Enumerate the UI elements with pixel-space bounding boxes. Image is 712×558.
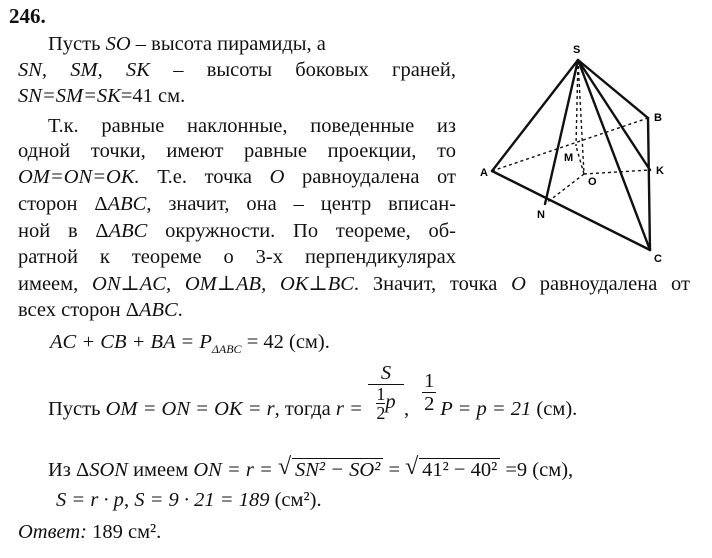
label-O: O xyxy=(588,176,597,188)
text-span: =41 см. xyxy=(120,85,186,107)
text-span: ной в Δ xyxy=(18,220,109,242)
text-span: одной точки, имеют равные проекции, то xyxy=(18,140,456,162)
text-line-2 xyxy=(18,58,456,82)
text-span: окружности. По теореме, об- xyxy=(147,220,456,242)
eq-span: S = 9 · 21 = 189 xyxy=(134,489,270,511)
eq-span: P = p = 21 xyxy=(440,397,532,420)
eq-span: Пусть xyxy=(48,397,106,420)
text-line-6 xyxy=(18,165,456,189)
eq-span: AC + CB + BA = P xyxy=(50,331,212,353)
eq-span: =9 (см), xyxy=(500,459,574,481)
label-S: S xyxy=(573,44,581,56)
edge-BC xyxy=(648,118,650,250)
inner-fraction xyxy=(376,385,385,422)
text-span: OM=ON=OK. xyxy=(18,166,140,188)
text-span: ABC xyxy=(107,193,147,215)
text-line-4 xyxy=(48,114,456,138)
eq-span: , тогда xyxy=(274,397,336,420)
edge-AC xyxy=(492,171,650,250)
fraction-numerator: 1 xyxy=(424,369,435,392)
eq-span: r = xyxy=(335,397,368,420)
text-span: . xyxy=(177,299,183,321)
fraction-one-half xyxy=(422,370,436,415)
answer-value: 189 см². xyxy=(86,521,162,543)
text-span: O xyxy=(269,166,285,188)
text-span: O xyxy=(511,273,526,295)
radical-sign: √ xyxy=(277,454,292,480)
answer-label: Ответ: xyxy=(18,521,87,543)
label-C: C xyxy=(654,253,662,265)
text-span: SN, SM, SK xyxy=(18,59,150,81)
text-span: равноудалена от xyxy=(525,273,690,295)
radicand: SN² − SO² xyxy=(292,458,383,481)
equation-area xyxy=(56,488,322,512)
text-span: ON⊥AC, OM⊥AB, OK⊥BC xyxy=(92,273,354,295)
eq-span: = 42 (см). xyxy=(241,331,330,353)
text-span: имеем, xyxy=(18,273,93,295)
eq-span: S = r · p xyxy=(56,489,124,511)
text-span: ABC xyxy=(138,299,178,321)
text-line-8 xyxy=(18,219,456,243)
problem-number: 246. xyxy=(9,4,46,28)
text-span: Пусть xyxy=(48,33,106,55)
text-span: Т.е. точка xyxy=(139,166,270,188)
eq-span: Из Δ xyxy=(48,459,90,481)
inner-denominator: 2 xyxy=(376,403,386,423)
radical-sign: √ xyxy=(405,454,419,480)
text-line-9 xyxy=(18,245,456,269)
label-N: N xyxy=(537,209,545,221)
eq-span: имеем xyxy=(127,459,194,481)
eq-span: , xyxy=(123,489,135,511)
fraction-denominator xyxy=(368,385,404,422)
text-span: Т.к. равные наклонные, поведенные из xyxy=(48,115,456,137)
label-A: A xyxy=(480,167,488,179)
fraction-s-over-half-p xyxy=(368,362,404,422)
text-span: всех сторон Δ xyxy=(18,299,139,321)
text-span: равноудалена от xyxy=(284,166,456,188)
eq-span: ON = r = xyxy=(193,459,278,481)
eq-subscript: ΔABC xyxy=(211,342,242,356)
inner-numerator: 1 xyxy=(376,384,386,404)
text-line-11 xyxy=(18,298,183,322)
text-span: SN=SM=SK xyxy=(18,85,121,107)
edge-SO-hidden xyxy=(578,60,584,174)
square-root-1 xyxy=(277,454,383,482)
text-span: . Значит, точка xyxy=(353,273,512,295)
radicand: 41² − 40² xyxy=(419,458,500,481)
eq-span: , xyxy=(403,397,410,420)
fraction-numerator: S xyxy=(380,362,392,384)
fraction-denominator: 2 xyxy=(424,392,435,415)
equation-perimeter xyxy=(50,330,330,361)
edge-SM-hidden xyxy=(576,60,578,146)
eq-span: SON xyxy=(89,459,128,481)
equation-on xyxy=(48,454,574,482)
text-span: SO xyxy=(105,33,131,55)
square-root-2 xyxy=(405,454,500,482)
answer-line xyxy=(18,520,161,544)
text-span: – высота пирамиды, а xyxy=(130,33,326,55)
text-span: сторон Δ xyxy=(18,193,108,215)
text-line-7 xyxy=(18,192,456,216)
text-span: , значит, она – центр вписан- xyxy=(146,193,456,215)
label-K: K xyxy=(656,165,664,177)
text-span: ABC xyxy=(108,220,148,242)
text-line-5 xyxy=(18,139,456,163)
text-line-1 xyxy=(48,32,326,56)
equation-radius xyxy=(48,362,577,442)
eq-span: (см). xyxy=(531,397,578,420)
label-M: M xyxy=(564,152,574,164)
eq-span: = xyxy=(383,459,406,481)
edge-OK-hidden xyxy=(584,170,650,174)
eq-span: OM = ON = OK = r xyxy=(105,397,275,420)
text-span: ратной к теореме о 3-х перпендикулярах xyxy=(18,246,456,268)
pyramid-figure xyxy=(480,38,700,278)
eq-span: (см²). xyxy=(269,489,322,511)
text-line-3 xyxy=(18,84,185,108)
label-B: B xyxy=(654,112,662,124)
text-span: – высоты боковых граней, xyxy=(149,59,456,81)
denominator-p: p xyxy=(385,391,396,414)
